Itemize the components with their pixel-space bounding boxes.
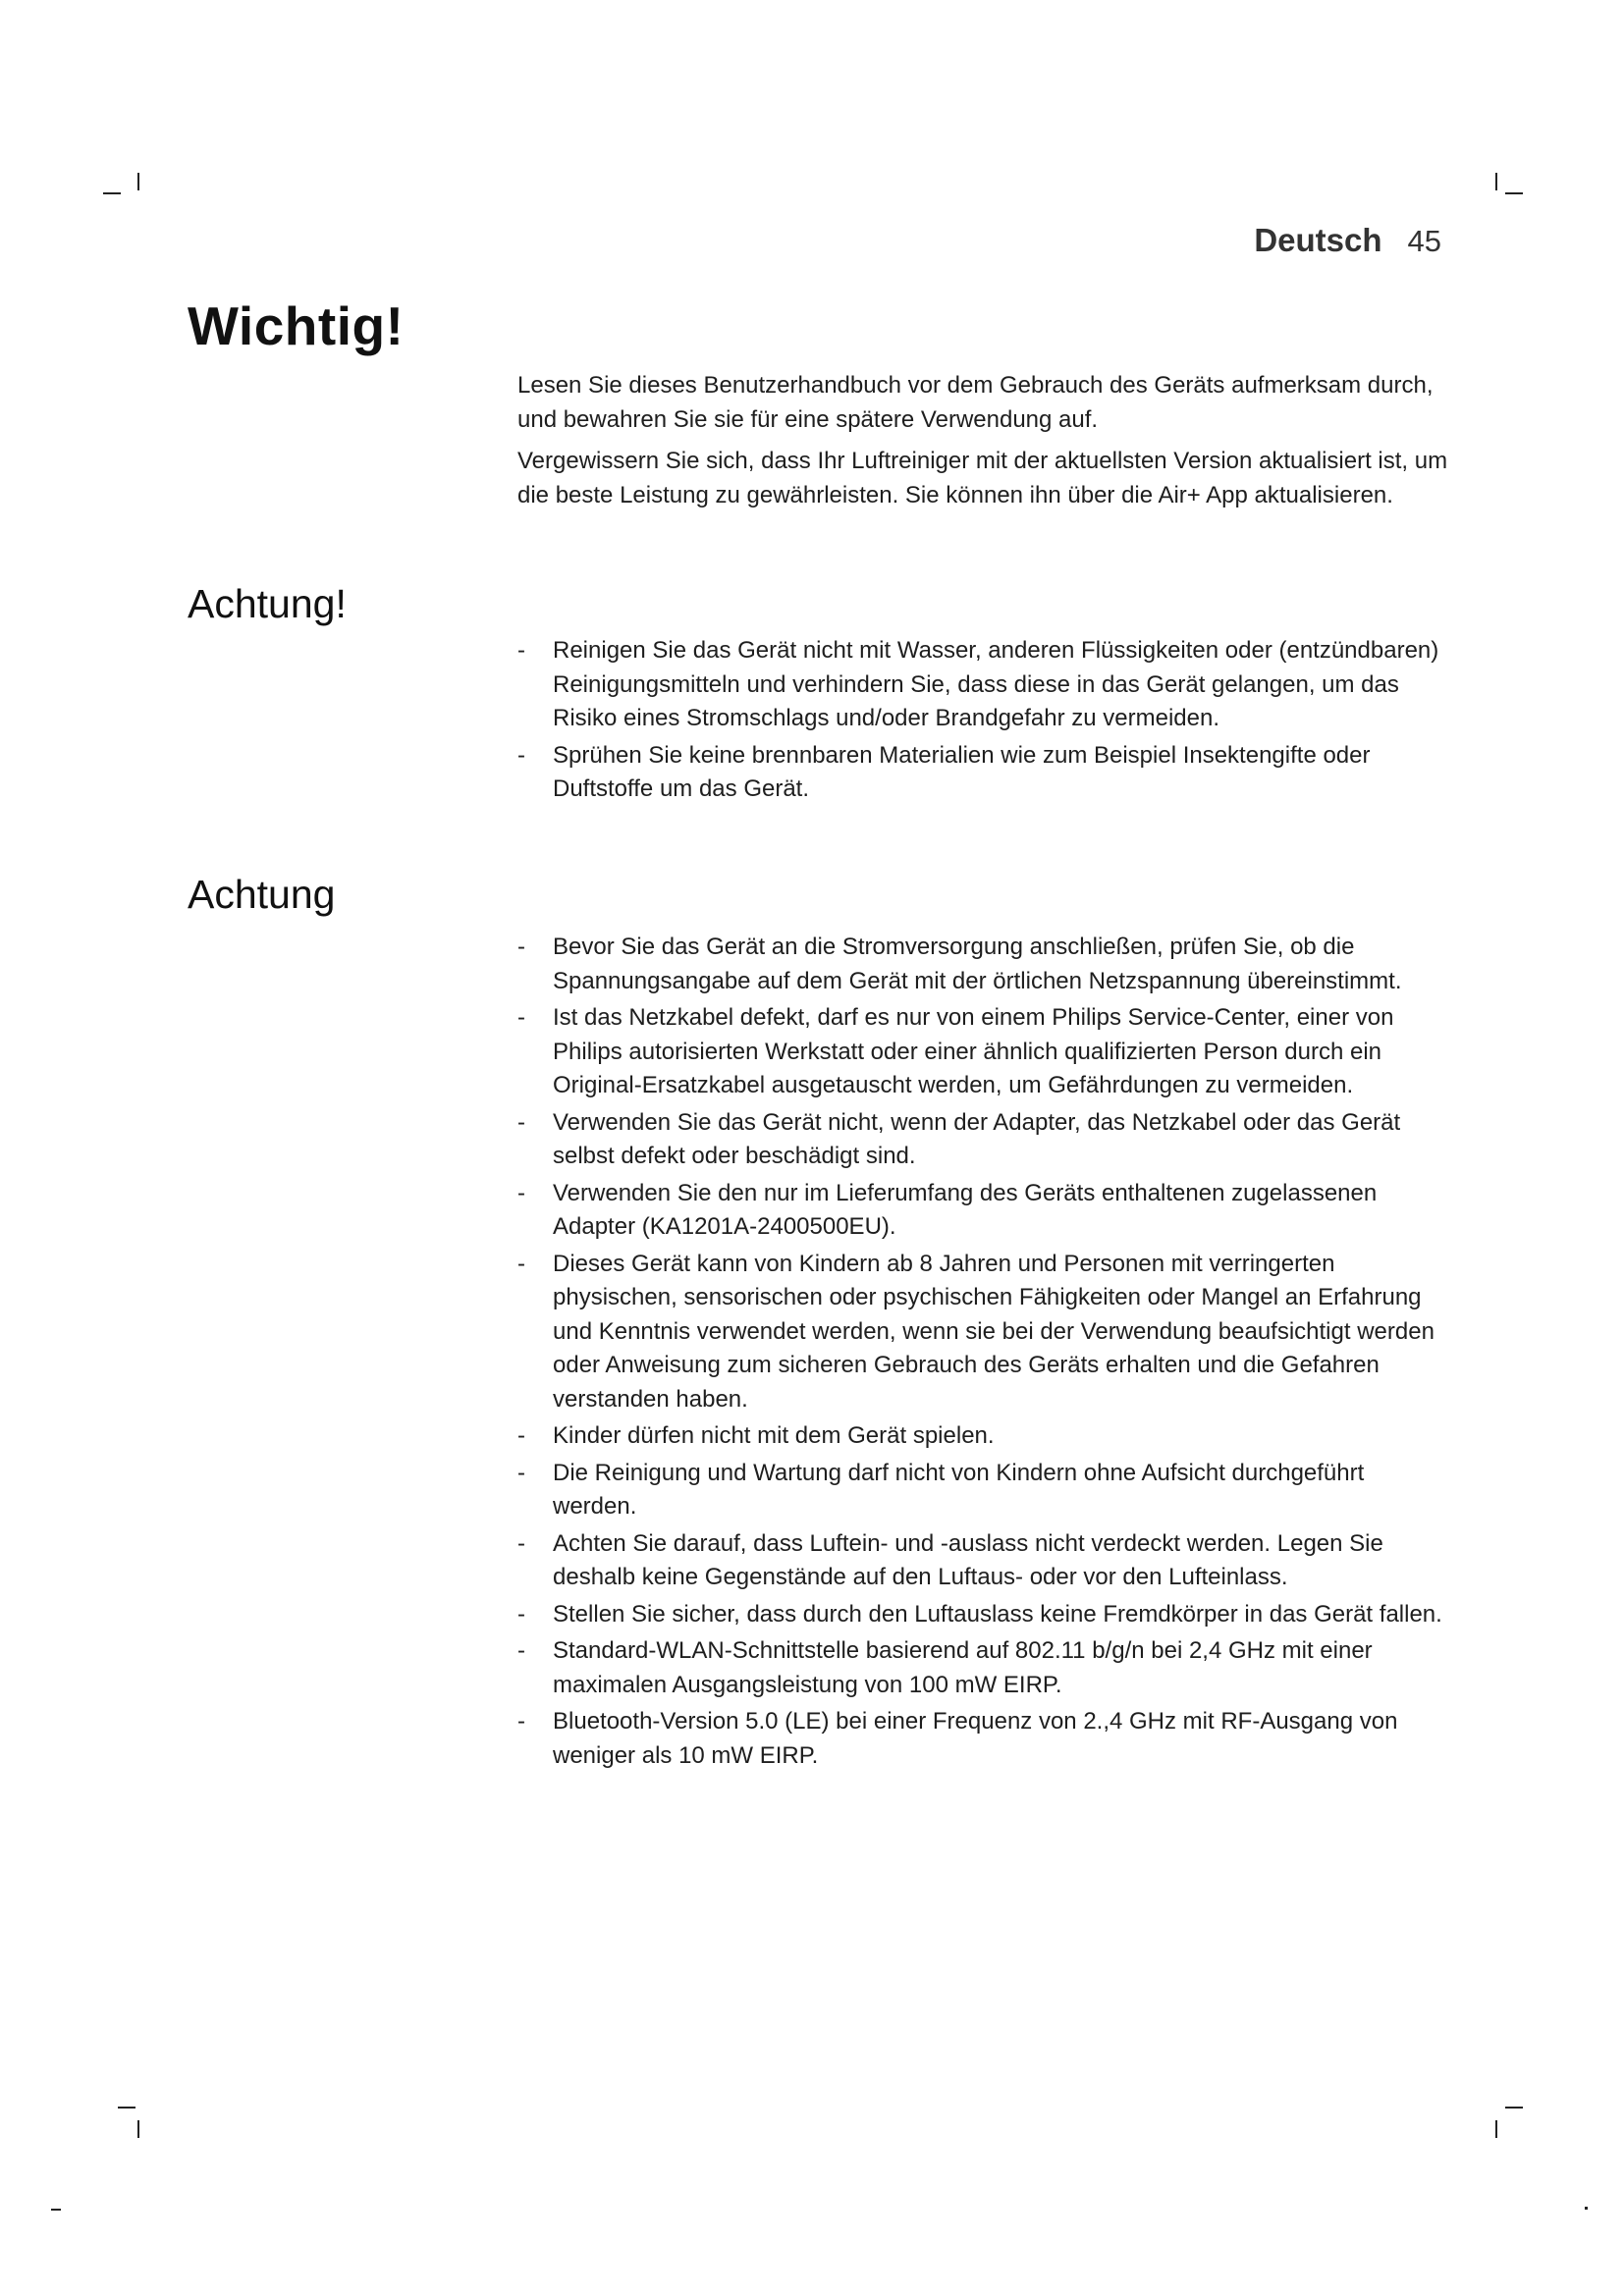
section-title-achtung: Achtung [188,872,336,917]
paragraph: Vergewissern Sie sich, dass Ihr Luftreiniger mit der aktuellsten Version aktualisiert ist, um die beste Leistung zu gewährleisten. Sie können ihn über die Air+ App aktualisieren. [517,448,1448,508]
list-item: - Ist das Netzkabel defekt, darf es nur von einem Philips Service-Center, einer von Philips autorisierten Werkstatt oder einer ähnlich qualifizierten Person durch ein Original-Ersatzkabel ausgetauscht werden, um Gefährdungen zu vermeiden. [517,1001,1450,1103]
header-language: Deutsch [1254,222,1382,258]
list-item: - Stellen Sie sicher, dass durch den Luftauslass keine Fremdkörper in das Gerät fallen. [517,1598,1450,1632]
crop-mark-top-left-v [137,173,139,190]
section-title-achtung-warning: Achtung! [188,581,347,626]
list-item: - Achten Sie darauf, dass Luftein- und -auslass nicht verdeckt werden. Legen Sie deshalb keine Gegenstände auf den Luftaus- oder vor den Lufteinlass. [517,1527,1450,1595]
paragraph: Lesen Sie dieses Benutzerhandbuch vor dem Gebrauch des Geräts aufmerksam durch, und bewahren Sie sie für eine spätere Verwendung auf. [517,372,1434,433]
crop-mark-edge-left [51,2209,61,2211]
section-title-wichtig: Wichtig! [188,295,405,356]
dash-list [517,634,1450,807]
list-item: - Kinder dürfen nicht mit dem Gerät spielen. [517,1419,1450,1454]
list-item: - Verwenden Sie das Gerät nicht, wenn der Adapter, das Netzkabel oder das Gerät selbst defekt oder beschädigt sind. [517,1106,1450,1174]
list-item: - Sprühen Sie keine brennbaren Materialien wie zum Beispiel Insektengifte oder Duftstoffe um das Gerät. [517,739,1450,807]
page-number: 45 [1407,224,1441,258]
list-item: - Die Reinigung und Wartung darf nicht von Kindern ohne Aufsicht durchgeführt werden. [517,1457,1450,1524]
crop-mark-bottom-right-v [1495,2120,1497,2138]
section-body-wichtig [517,369,1450,520]
crop-mark-top-right-h [1505,192,1523,194]
list-item: - Standard-WLAN-Schnittstelle basierend auf 802.11 b/g/n bei 2,4 GHz mit einer maximalen Ausgangsleistung von 100 mW EIRP. [517,1634,1450,1702]
section-body-achtung [517,931,1450,1776]
list-item: - Reinigen Sie das Gerät nicht mit Wasser, anderen Flüssigkeiten oder (entzündbaren) Reinigungsmitteln und verhindern Sie, dass diese in das Gerät gelangen, um das Risiko eines Stromschlags und/oder Brandgefahr zu vermeiden. [517,634,1450,736]
list-item: - Dieses Gerät kann von Kindern ab 8 Jahren und Personen mit verringerten physischen, sensorischen oder psychischen Fähigkeiten oder Mangel an Erfahrung und Kenntnis verwendet werden, wenn sie bei der Verwendung beaufsichtigt werden oder Anweisung zum sicheren Gebrauch des Geräts erhalten und die Gefahren verstanden haben. [517,1248,1450,1417]
crop-mark-bottom-left-v [137,2120,139,2138]
crop-mark-bottom-right-h [1505,2107,1523,2109]
crop-mark-top-left-h [103,192,121,194]
crop-mark-edge-right [1585,2207,1588,2210]
running-header [1254,222,1441,259]
crop-mark-bottom-left-h [118,2107,135,2109]
list-item: - Bluetooth-Version 5.0 (LE) bei einer Frequenz von 2.,4 GHz mit RF-Ausgang von weniger als 10 mW EIRP. [517,1705,1450,1773]
crop-mark-top-right-v [1495,173,1497,190]
list-item: - Verwenden Sie den nur im Lieferumfang des Geräts enthaltenen zugelassenen Adapter (KA1201A-2400500EU). [517,1177,1450,1245]
section-body-achtung-warning [517,634,1450,810]
list-item: - Bevor Sie das Gerät an die Stromversorgung anschließen, prüfen Sie, ob die Spannungsangabe auf dem Gerät mit der örtlichen Netzspannung übereinstimmt. [517,931,1450,998]
dash-list [517,931,1450,1773]
